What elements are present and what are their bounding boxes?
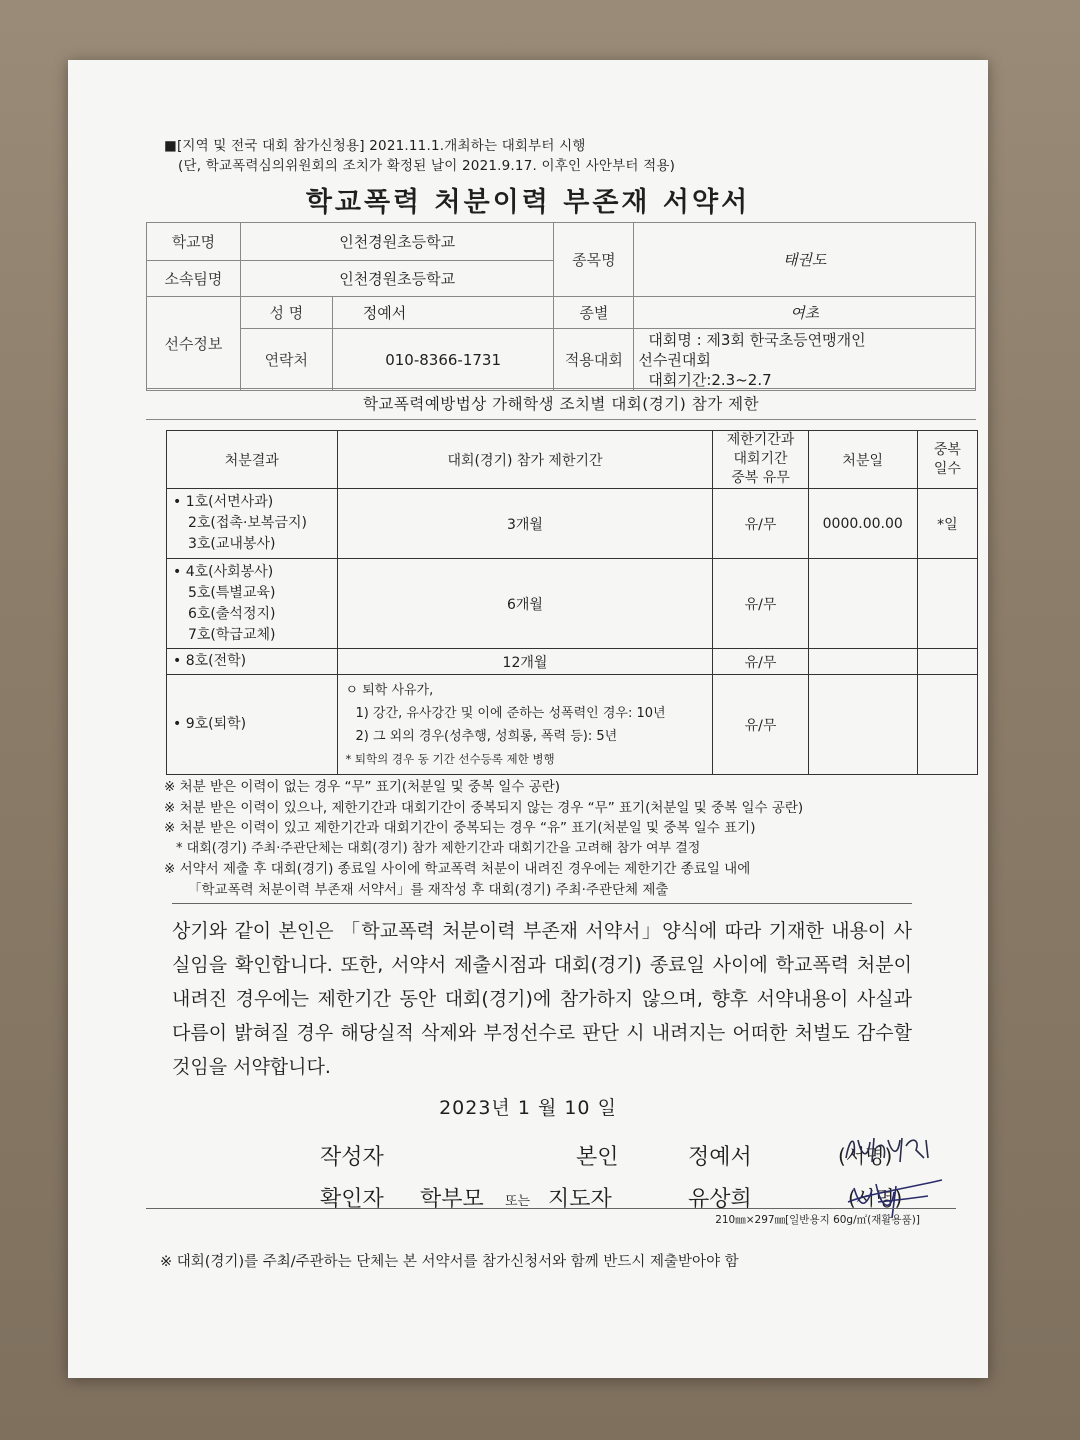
pledge-text: 상기와 같이 본인은 「학교폭력 처분이력 부존재 서약서」양식에 따라 기재한 내용이 사실임을 확인합니다. 또한, 서약서 제출시점과 대회(경기) 종료일 사이에 학교폭력 처분이 내려진 경우에는 제한기간 동안 대회(경기)에 참가하지 않으며, 향후 서약내용이 사실과 다름이 밝혀질 경우 해당실적 삭제와 부정선수로 판단 시 내려지는 어떠한 처벌도 감수할 것임을 서약합니다. [172,903,912,1084]
header-overlap-line1: 제한기간과 [726,432,795,448]
period-line: * 퇴학의 경우 동 기간 선수등록 제한 병행 [345,751,555,766]
section-title: 학교폭력예방법상 가해학생 조치별 대회(경기) 참가 제한 [146,388,976,420]
notes [164,777,984,900]
result-line: 2호(접촉·보복금지) [188,515,307,531]
days-cell [917,675,977,775]
confirmer-sign-label: (서명) [848,1186,903,1210]
competition-name: 대회명 : 제3회 한국초등연맹개인 [648,330,866,349]
team-value: 인천경원초등학교 [240,261,554,297]
period-line: 2) 그 외의 경우(성추행, 성희롱, 폭력 등): 5년 [355,728,618,744]
note: ※ 처분 받은 이력이 있으나, 제한기간과 대회기간이 중복되지 않는 경우 “무” 표기(처분일 및 중복 일수 공란) [164,799,804,816]
writer-sign-label: (서명) [838,1144,893,1168]
period-cell: 12개월 [337,649,713,675]
period-line: 1) 강간, 유사강간 및 이에 준하는 성폭력인 경우: 10년 [355,705,666,721]
result-line: • 1호(서면사과) [173,494,274,510]
divider [146,1208,956,1209]
header-date: 처분일 [808,431,917,489]
confirmer-name: 유상희 [688,1187,752,1212]
event-label: 종목명 [554,223,634,297]
document-title: 학교폭력 처분이력 부존재 서약서 [305,187,751,218]
header-result: 처분결과 [167,431,338,489]
overlap-cell: 유/무 [713,675,808,775]
result-line: 3호(교내봉사) [188,536,276,552]
contact-value: 010-8366-1731 [332,329,554,391]
paper-spec: 210㎜×297㎜[일반용지 60g/㎡(재활용품)] [715,1214,920,1226]
competition-value [634,329,976,391]
contact-label: 연락처 [240,329,332,391]
date-cell [808,649,917,675]
school-value: 인천경원초등학교 [240,223,554,261]
confirmer-role-coach: 지도자 [548,1187,612,1212]
date-cell [808,675,917,775]
footer-note: ※ 대회(경기)를 주최/주관하는 단체는 본 서약서를 참가신청서와 함께 반드시 제출받아야 함 [160,1254,739,1270]
table-row [167,559,978,649]
header-line-1: ■[지역 및 전국 대회 참가신청용] 2021.11.1.개최하는 대회부터 시행 [164,138,586,154]
header-overlap-line2: 대회기간 [733,451,788,467]
days-cell [917,559,977,649]
event-value: 태권도 [634,223,976,297]
competition-period: 대회기간:2.3~2.7 [648,370,772,389]
result-line: 7호(학급교체) [188,626,276,643]
result-line: 5호(특별교육) [188,584,276,601]
confirmer-role-parent: 학부모 [420,1187,484,1212]
competition-label: 적용대회 [554,329,634,391]
header-days [917,431,977,489]
header-line-2: (단, 학교폭력심의위원회의 조치가 확정된 날이 2021.9.17. 이후인 사안부터 적용) [178,158,676,174]
team-label: 소속팀명 [147,261,241,297]
pledge-date: 2023년 1 월 10 일 [439,1097,617,1119]
confirmer-label: 확인자 [320,1187,384,1212]
result-line: 6호(출석정지) [188,605,276,622]
table-row [167,489,978,559]
period-cell: 6개월 [337,559,713,649]
table-row [167,675,978,775]
name-value: 정예서 [332,297,554,329]
confirmer-or: 또는 [505,1194,531,1209]
category-value: 여초 [634,297,976,329]
result-line: • 8호(전학) [173,653,247,669]
date-cell: 0000.00.00 [808,489,917,559]
player-info-table [146,222,976,391]
table-row [167,649,978,675]
note: ※ 서약서 제출 후 대회(경기) 종료일 사이에 학교폭력 처분이 내려진 경우에는 제한기간 종료일 내에 [164,861,751,877]
pledge-document [68,60,988,1378]
overlap-cell: 유/무 [713,489,808,559]
header-days-line1: 중복 [933,441,961,458]
result-line: • 9호(퇴학) [173,716,247,732]
note: 「학교폭력 처분이력 부존재 서약서」를 재작성 후 대회(경기) 주최·주관단체 제출 [188,881,669,898]
writer-label: 작성자 [320,1145,384,1170]
writer-role: 본인 [576,1145,619,1170]
header-overlap-line3: 중복 유무 [731,470,790,486]
result-cell [167,489,338,559]
result-line: • 4호(사회봉사) [173,563,274,580]
days-cell [917,649,977,675]
note: ※ 처분 받은 이력이 없는 경우 “무” 표기(처분일 및 중복 일수 공란) [164,779,561,795]
note: ※ 처분 받은 이력이 있고 제한기간과 대회기간이 중복되는 경우 “유” 표기(처분일 및 중복 일수 표기) [164,820,756,836]
header-period: 대회(경기) 참가 제한기간 [337,431,713,489]
school-label: 학교명 [147,223,241,261]
writer-signature [840,1128,940,1170]
name-label: 성 명 [240,297,332,329]
category-label: 종별 [554,297,634,329]
writer-name: 정예서 [688,1145,752,1170]
signature-stroke [846,1138,928,1162]
competition-name-cont: 선수권대회 [638,350,711,369]
days-cell: *일 [917,489,977,559]
period-cell [337,675,713,775]
overlap-cell: 유/무 [713,559,808,649]
result-cell [167,675,338,775]
period-cell: 3개월 [337,489,713,559]
player-info-label: 선수정보 [147,297,241,391]
header-overlap [713,431,808,489]
date-cell [808,559,917,649]
restrictions-table [166,430,978,775]
overlap-cell: 유/무 [713,649,808,675]
result-cell [167,559,338,649]
period-line: ㅇ 퇴학 사유가, [345,682,434,698]
result-cell [167,649,338,675]
note: * 대회(경기) 주최·주관단체는 대회(경기) 참가 제한기간과 대회기간을 고려해 참가 여부 결정 [176,840,701,856]
header-days-line2: 일수 [933,460,961,477]
